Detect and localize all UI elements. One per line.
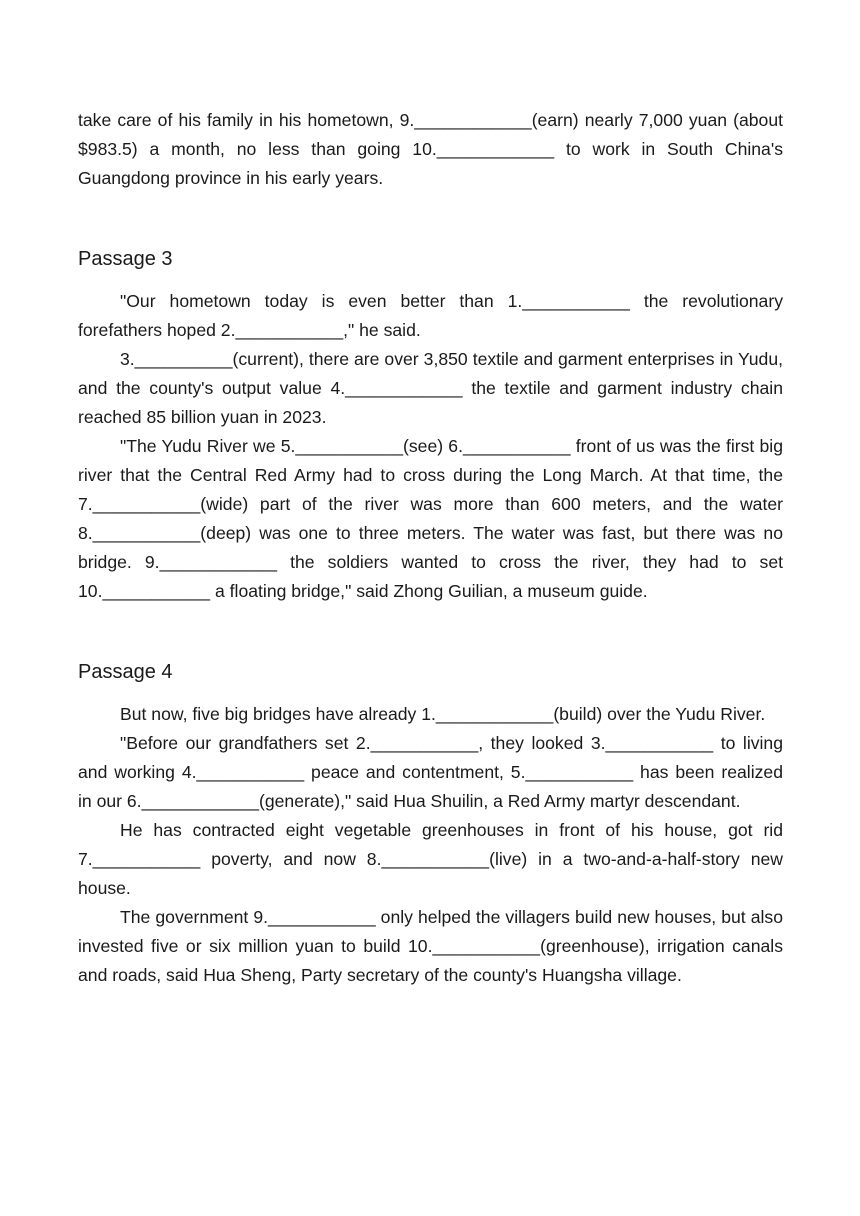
- passage-4-paragraph-3: He has contracted eight vegetable greenhouses in front of his house, got rid 7.___________ poverty, and now 8.___________(live) in a two-and-a-half-story new house.: [78, 820, 783, 898]
- passage-3-paragraph-2: 3.__________(current), there are over 3,850 textile and garment enterprises in Yudu, and the county's output value 4.____________ the textile and garment industry chain reached 85 billion yuan in 2023.: [78, 349, 783, 427]
- passage-4-title: Passage 4: [78, 661, 173, 683]
- passage-3-paragraph-1: "Our hometown today is even better than 1.___________ the revolutionary forefathers hoped 2.___________," he said.: [78, 291, 783, 340]
- passage-3-paragraph-3: "The Yudu River we 5.___________(see) 6.___________ front of us was the first big river that the Central Red Army had to cross during the Long March. At that time, the 7.___________(wide) part of the river was more than 600 meters, and the water 8.___________(deep) was one to three meters. The water was fast, but there was no bridge. 9.____________ the soldiers wanted to cross the river, they had to set 10.___________ a floating bridge," said Zhong Guilian, a museum guide.: [78, 436, 783, 601]
- section-spacer: [78, 606, 783, 658]
- title-spacer: [78, 686, 783, 700]
- document-page: [78, 106, 783, 990]
- passage-4-paragraph-4: The government 9.___________ only helped the villagers build new houses, but also invested five or six million yuan to build 10.___________(greenhouse), irrigation canals and roads, said Hua Sheng, Party secretary of the county's Huangsha village.: [78, 907, 783, 985]
- passage-3-title: Passage 3: [78, 248, 173, 270]
- passage-4-paragraph-1: But now, five big bridges have already 1.____________(build) over the Yudu River.: [120, 704, 766, 724]
- section-spacer: [78, 193, 783, 245]
- title-spacer: [78, 273, 783, 287]
- passage-4-paragraph-2: "Before our grandfathers set 2.___________, they looked 3.___________ to living and working 4.___________ peace and contentment, 5.___________ has been realized in our 6.____________(generate)," said Hua Shuilin, a Red Army martyr descendant.: [78, 733, 783, 811]
- intro-paragraph: take care of his family in his hometown, 9.____________(earn) nearly 7,000 yuan (about $983.5) a month, no less than going 10.____________ to work in South China's Guangdong province in his early years.: [78, 110, 783, 188]
